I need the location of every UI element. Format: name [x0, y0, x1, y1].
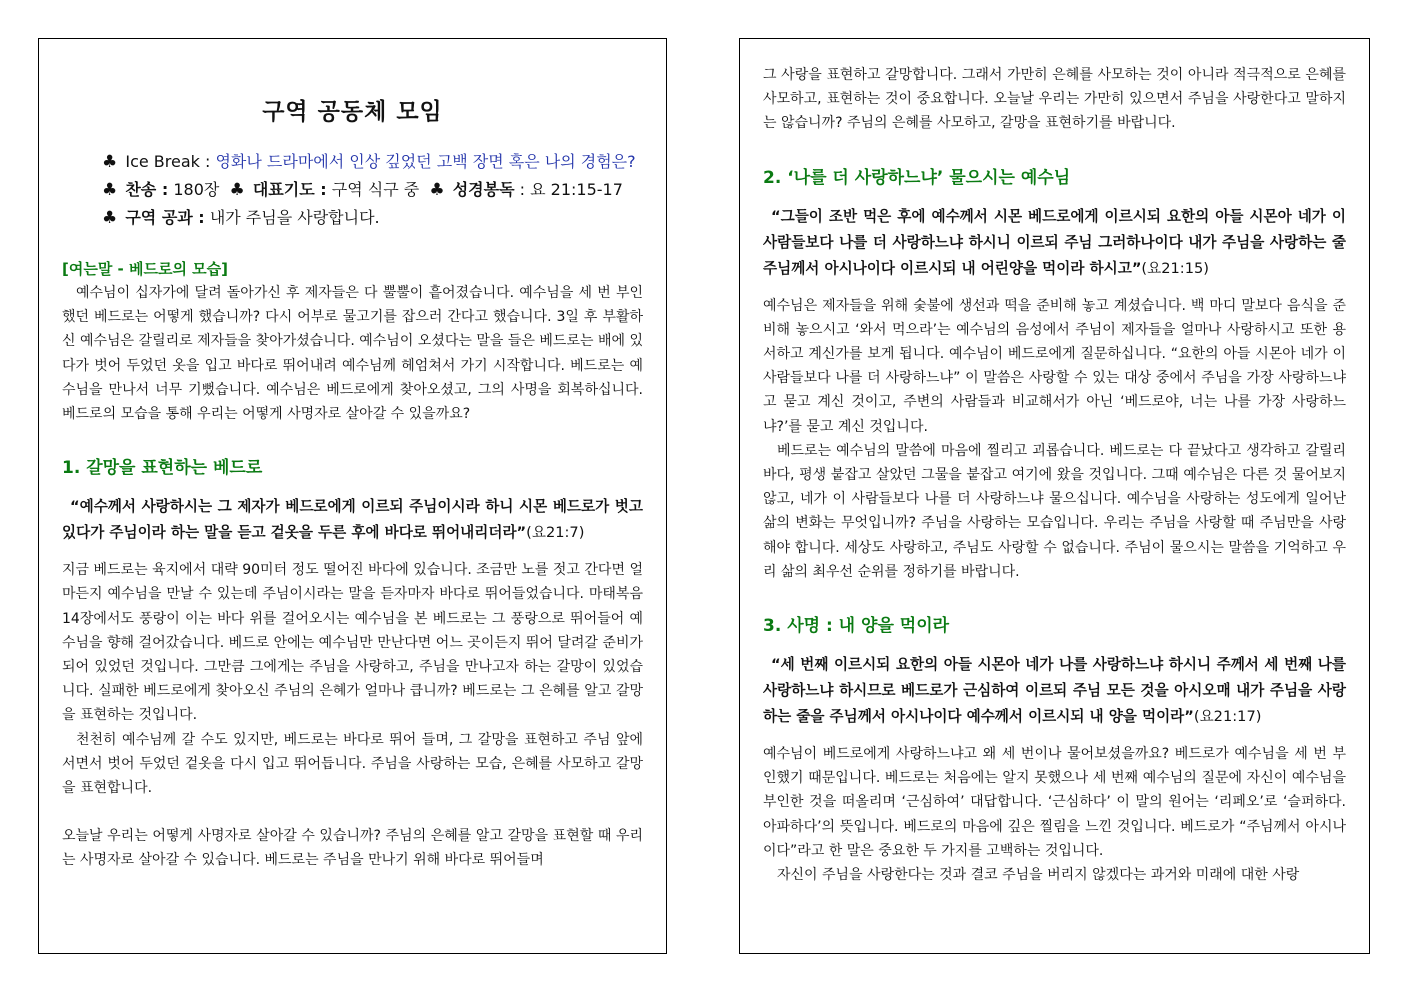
- section2-paragraph-1: 예수님은 제자들을 위해 숯불에 생선과 떡을 준비해 놓고 계셨습니다. 백 마디 말보다 음식을 준비해 놓으시고 ‘와서 먹으라’는 예수님의 음성에서 주님이 제자들을 얼마나 사랑하시고 또한 용서하고 계신가를 보게 됩니다. 예수님이 베드로에게 질문하십니다. “요한의 아들 시몬아 네가 이 사람들보다 나를 더 사랑하느냐” 이 말씀은 사랑할 수 있는 대상 중에서 주님을 가장 사랑하느냐고 묻고 계신 것이고, 주변의 사람들과 비교해서가 아닌 ‘베드로야, 너는 나를 가장 사랑하느냐?’를 묻고 계신 것입니다.: [763, 297, 1346, 435]
- continued-paragraph: 그 사랑을 표현하고 갈망합니다. 그래서 가만히 은혜를 사모하는 것이 아니라 적극적으로 은혜를 사모하고, 표현하는 것이 중요합니다. 오늘날 우리는 가만히 있으면서 주님을 사랑한다고 말하지는 않습니까? 주님의 은혜를 사모하고, 갈망을 표현하기를 바랍니다.: [763, 67, 1346, 132]
- section3-paragraph-1: 예수님이 베드로에게 사랑하느냐고 왜 세 번이나 물어보셨을까요? 베드로가 예수님을 세 번 부인했기 때문입니다. 베드로는 처음에는 알지 못했으나 세 번째 예수님의 질문에 자신이 예수님을 부인한 것을 떠올리며 ‘근심하여’ 대답합니다. ‘근심하다’ 이 말의 원어는 ‘리페오’로 ‘슬퍼하다. 아파하다’의 뜻입니다. 베드로의 마음에 깊은 찔림을 느낀 것입니다. 베드로가 “주님께서 아시나이다”라고 한 말은 중요한 두 가지를 고백하는 것입니다.: [763, 746, 1346, 859]
- prayer-value: 구역 식구 중: [331, 180, 420, 199]
- icebreak-label: Ice Break: [125, 152, 200, 171]
- lesson-line: [102, 204, 643, 232]
- hymn-value: 180장: [173, 180, 220, 199]
- section3-quote-text: “세 번째 이르시되 요한의 아들 시몬아 네가 나를 사랑하느냐 하시니 주께서 세 번째 나를 사랑하느냐 하시므로 베드로가 근심하여 이르되 주님 모든 것을 아시오매 내가 주님을 사랑하는 줄을 주님께서 아시나이다 예수께서 이르시되 내 양을 먹이라”: [763, 656, 1346, 726]
- section1-heading: 1. 갈망을 표현하는 베드로: [62, 458, 263, 479]
- meeting-info: [102, 148, 643, 232]
- right-page: [739, 38, 1370, 954]
- section1-quote-ref: (요21:7): [526, 524, 585, 542]
- lesson-label: 구역 공과 :: [125, 208, 205, 227]
- club-icon: ♣: [102, 180, 118, 200]
- icebreak-text: 영화나 드라마에서 인상 깊었던 고백 장면 혹은 나의 경험은?: [215, 152, 636, 171]
- section2-heading: 2. ‘나를 더 사랑하느냐’ 물으시는 예수님: [763, 167, 1071, 188]
- intro-paragraph: 예수님이 십자가에 달려 돌아가신 후 제자들은 다 뿔뿔이 흩어졌습니다. 예수님을 세 번 부인했던 베드로는 어떻게 했습니까? 다시 어부로 물고기를 잡으러 간다고 했습니다. 3일 후 부활하신 예수님은 갈릴리로 제자들을 찾아가셨습니다. 예수님이 오셨다는 말을 들은 베드로는 배에 있다가 벗어 두었던 옷을 입고 바다로 뛰어내려 예수님께 헤엄쳐서 가기 시작합니다. 베드로는 예수님을 만나서 너무 기뻤습니다. 예수님은 베드로에게 찾아오셨고, 그의 사명을 회복하십니다. 베드로의 모습을 통해 우리는 어떻게 사명자로 살아갈 수 있을까요?: [62, 285, 643, 423]
- hymn-label: 찬송 :: [125, 180, 169, 199]
- spacer: [62, 800, 643, 824]
- club-icon: ♣: [102, 208, 118, 228]
- section1-quote: [62, 494, 643, 546]
- club-icon: ♣: [102, 152, 118, 172]
- club-icon: ♣: [229, 180, 245, 200]
- section2-quote: [763, 204, 1346, 282]
- intro-heading: [여는말 - 베드로의 모습]: [62, 260, 229, 278]
- section3-paragraph-2: 자신이 주님을 사랑한다는 것과 결코 주님을 버리지 않겠다는 과거와 미래에 대한 사랑: [777, 867, 1300, 884]
- hymn-line: ♣ 찬송 : 180장 ♣ 대표기도 : 구역 식구 중 ♣ 성경봉독 : 요 21:15-17: [102, 180, 623, 200]
- reading-label: 성경봉독: [452, 180, 515, 199]
- reading-value: 요 21:15-17: [530, 180, 623, 199]
- section3-quote-ref: (요21:17): [1193, 708, 1262, 726]
- section2-quote-text: “그들이 조반 먹은 후에 예수께서 시몬 베드로에게 이르시되 요한의 아들 시몬아 네가 이 사람들보다 나를 더 사랑하느냐 하시니 이르되 주님 그러하나이다 내가 주님을 사랑하는 줄 주님께서 아시나이다 이르시되 내 어린양을 먹이라 하시고”: [763, 207, 1346, 277]
- section1-quote-text: “예수께서 사랑하시는 그 제자가 베드로에게 이르되 주님이시라 하니 시몬 베드로가 벗고 있다가 주님이라 하는 말을 듣고 겉옷을 두른 후에 바다로 뛰어내리더라”: [62, 498, 643, 542]
- section3-quote: [763, 652, 1346, 730]
- page-title: 구역 공동체 모임: [262, 99, 443, 125]
- section2-paragraph-2: 베드로는 예수님의 말씀에 마음에 찔리고 괴롭습니다. 베드로는 다 끝났다고 생각하고 갈릴리 바다, 평생 붙잡고 살았던 그물을 붙잡고 여기에 왔을 것입니다. 그때 예수님은 다른 것 물어보지 않고, 네가 이 사람들보다 나를 더 사랑하느냐 물으십니다. 예수님을 사랑하는 성도에게 일어난 삶의 변화는 무엇입니까? 주님을 사랑하는 모습입니다. 우리는 주님을 사랑할 때 주님만을 사랑해야 합니다. 세상도 사랑하고, 주님도 사랑할 수 없습니다. 주님이 물으시는 말씀을 기억하고 우리 삶의 최우선 순위를 정하기를 바랍니다.: [763, 442, 1346, 580]
- section1-paragraph-1: 지금 베드로는 육지에서 대략 90미터 정도 떨어진 바다에 있습니다. 조금만 노를 젓고 간다면 얼마든지 예수님을 만날 수 있는데 주님이시라는 말을 듣자마자 바다로 뛰어들었습니다. 마태복음 14장에서도 풍랑이 이는 바다 위를 걸어오시는 예수님을 본 베드로는 그 풍랑으로 뛰어들어 예수님을 향해 걸어갔습니다. 베드로 안에는 예수님만 만난다면 어느 곳이든지 뛰어 달려갈 준비가 되어 있었던 것입니다. 그만큼 그에게는 주님을 사랑하고, 주님을 만나고자 하는 갈망이 있었습니다. 실패한 베드로에게 찾아오신 주님의 은혜가 얼마나 큽니까? 베드로는 그 은혜를 알고 갈망을 표현하는 것입니다.: [62, 562, 643, 724]
- section1-paragraph-3: 오늘날 우리는 어떻게 사명자로 살아갈 수 있습니까? 주님의 은혜를 알고 갈망을 표현할 때 우리는 사명자로 살아갈 수 있습니다. 베드로는 주님을 만나기 위해 바다로 뛰어들며: [62, 828, 643, 869]
- section3-heading: 3. 사명 : 내 양을 먹이라: [763, 616, 950, 637]
- lesson-value: 내가 주님을 사랑합니다.: [209, 208, 380, 227]
- club-icon: ♣: [429, 180, 445, 200]
- section1-paragraph-2: 천천히 예수님께 갈 수도 있지만, 베드로는 바다로 뛰어 들며, 그 갈망을 표현하고 주님 앞에 서면서 벗어 두었던 겉옷을 다시 입고 뛰어듭니다. 주님을 사랑하는 모습, 은혜를 사모하고 갈망을 표현합니다.: [62, 731, 643, 797]
- icebreak-line: ♣ Ice Break : 영화나 드라마에서 인상 깊었던 고백 장면 혹은 나의 경험은?: [102, 152, 636, 172]
- left-page: [38, 38, 667, 954]
- prayer-label: 대표기도 :: [252, 180, 327, 199]
- section2-quote-ref: (요21:15): [1141, 259, 1209, 277]
